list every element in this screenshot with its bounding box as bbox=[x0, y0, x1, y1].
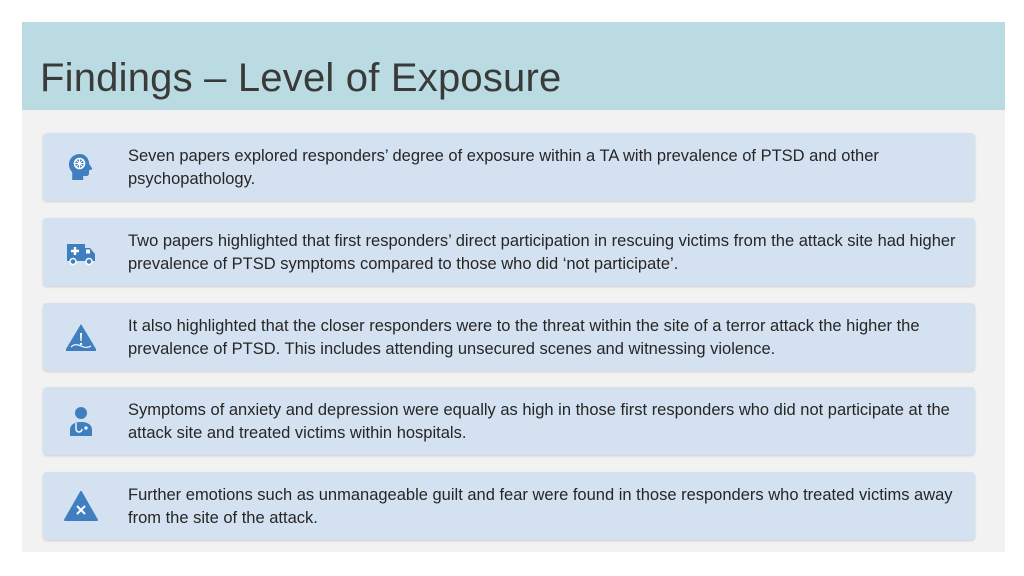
ambulance-icon bbox=[63, 234, 99, 270]
finding-card-1 bbox=[43, 133, 975, 201]
title-bar bbox=[22, 22, 1005, 110]
finding-card-4 bbox=[43, 387, 975, 455]
doctor-icon bbox=[63, 403, 99, 439]
finding-text: Seven papers explored responders’ degree of exposure within a TA with prevalence of PTSD and other psychopathology. bbox=[128, 147, 879, 188]
finding-card-3 bbox=[43, 303, 975, 371]
error-triangle-icon bbox=[63, 488, 99, 524]
slide bbox=[22, 22, 1005, 552]
warning-icon bbox=[63, 319, 99, 355]
brain-head-icon bbox=[63, 149, 99, 185]
finding-text: Further emotions such as unmanageable guilt and fear were found in those responders who treated victims away from the site of the attack. bbox=[128, 486, 953, 527]
finding-card-5 bbox=[43, 472, 975, 540]
finding-text: Symptoms of anxiety and depression were equally as high in those first responders who did not participate at the attack site and treated victims within hospitals. bbox=[128, 401, 950, 442]
finding-card-2 bbox=[43, 218, 975, 286]
finding-text: Two papers highlighted that first responders’ direct participation in rescuing victims from the attack site had higher prevalence of PTSD symptoms compared to those who did ‘not participate’. bbox=[128, 232, 956, 273]
page-title: Findings – Level of Exposure bbox=[40, 56, 562, 100]
finding-text: It also highlighted that the closer responders were to the threat within the site of a terror attack the higher the prevalence of PTSD. This includes attending unsecured scenes and witnessing violence. bbox=[128, 317, 920, 358]
